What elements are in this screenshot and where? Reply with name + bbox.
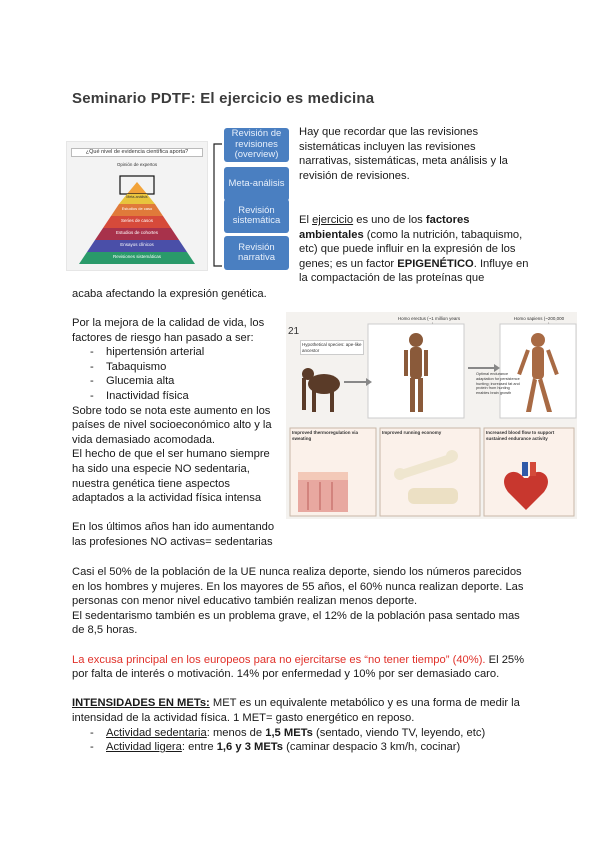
review-box-meta: Meta-análisis [224,167,289,201]
exercise-paragraph: El ejercicio es uno de los factores ambientales (como la nutrición, tabaquismo, etc) que puede influir en la expresión de los genes; es un factor EPIGENÉTICO. Influye en la compactación de las proteínas que [299,214,529,285]
figure-illustration [286,312,577,519]
risk-paragraph-2: El hecho de que el ser humano siempre ha sido una especie NO sedentaria, nuestra genética tiene aspectos adaptados a la actividad física intensa [72,448,270,505]
intensity-item: - Actividad sedentaria: menos de 1,5 METs (sentado, viendo TV, leyendo, etc) [72,726,532,741]
intensity-item: - Actividad ligera: entre 1,6 y 3 METs (caminar despacio 3 km/h, cocinar) [72,740,532,755]
risk-paragraph-1: Sobre todo se nota este aumento en los países de nivel socioeconómico alto y la vida demasiado acomodada. [72,404,272,446]
pyramid-level: Estudios de caso [121,206,153,211]
pyramid-question: ¿Qué nivel de evidencia científica aporta? [71,148,203,157]
label-erectus: Homo erectus (~1 million years [397,316,461,321]
bracket [206,142,224,268]
evidence-pyramid [66,141,208,271]
exercise-paragraph-end: acaba afectando la expresión genética. [72,288,267,300]
risk-column [72,316,278,550]
intensity-list [72,726,532,755]
risk-paragraph-3: En los últimos años han ido aumentando las profesiones NO activas= sedentarias [72,521,275,548]
stats-section [72,565,532,755]
figure-number: 21 [288,326,300,337]
pyramid-level: Meta-análisis [126,195,148,199]
risk-list [72,345,278,403]
reviews-paragraph: Hay que recordar que las revisiones sistemáticas incluyen las revisiones narrativas, sistemáticas, meta análisis y la revisión de revisiones. [299,126,508,182]
risk-item: - Glucemia alta [72,374,278,389]
evolution-figure [286,312,577,519]
panel-blood-flow: Increased blood flow to support sustained endurance activity [486,430,555,441]
review-box-systematic: Revisión sistemática [224,199,289,233]
stats-paragraph-1: Casi el 50% de la población de la UE nunca realiza deporte, siendo los números parecidos en los hombres y mujeres. En los mayores de 55 años, el 60% nunca realizan deporte. Las personas con menor nivel educativo también realizan menos deporte. [72,566,524,608]
pyramid-level: Ensayos clínicos [120,242,154,247]
review-box-overview: Revisión de revisiones (overview) [224,128,289,162]
pyramid-level: Series de casos [120,218,154,223]
risk-item: - hipertensión arterial [72,345,278,360]
pyramid-level: Estudios de cohortes [115,230,159,235]
risk-item: - Tabaquismo [72,360,278,375]
stats-paragraph-2: El sedentarismo también es un problema grave, el 12% de la población pasa sentado mas de 8,5 horas. [72,609,520,637]
pyramid-level: Revisiones sistemáticas [112,254,162,259]
pyramid-level: Opinión de expertos [116,162,158,167]
figure-arrow-note: Optimal endurance adaptation for persistence hunting; increased fat and protein from hunting enables brain growth [476,372,520,396]
intensity-heading: INTENSIDADES EN METs: [72,697,210,710]
label-sapiens: Homo sapiens (~200,000 [513,316,565,321]
label-ape: Hypothetical species: ape-like ancestor [300,340,364,355]
exercise-term: ejercicio [312,214,354,226]
page-title: Seminario PDTF: El ejercicio es medicina [72,90,375,107]
risk-intro: Por la mejora de la calidad de vida, los factores de riesgo han pasado a ser: [72,317,265,344]
panel-sweating: Improved thermoregulation via sweating [292,430,359,441]
risk-item: - Inactividad física [72,389,278,404]
excuse-highlight: La excusa principal en los europeos para no ejercitarse es “no tener tiempo” (40%). [72,653,486,666]
intensity-paragraph: INTENSIDADES EN METs: MET es un equivalente metabólico y es una forma de medir la intensidad de la actividad física. 1 MET= gasto energético en reposo. [72,697,520,724]
review-box-narrative: Revisión narrativa [224,236,289,270]
panel-running: Improved running economy [382,430,442,435]
excuse-paragraph: La excusa principal en los europeos para no ejercitarse es “no tener tiempo” (40%). El 25% por falta de interés o motivación. 14% por enfermedad y 10% por ser demasiado caro. [72,653,525,681]
